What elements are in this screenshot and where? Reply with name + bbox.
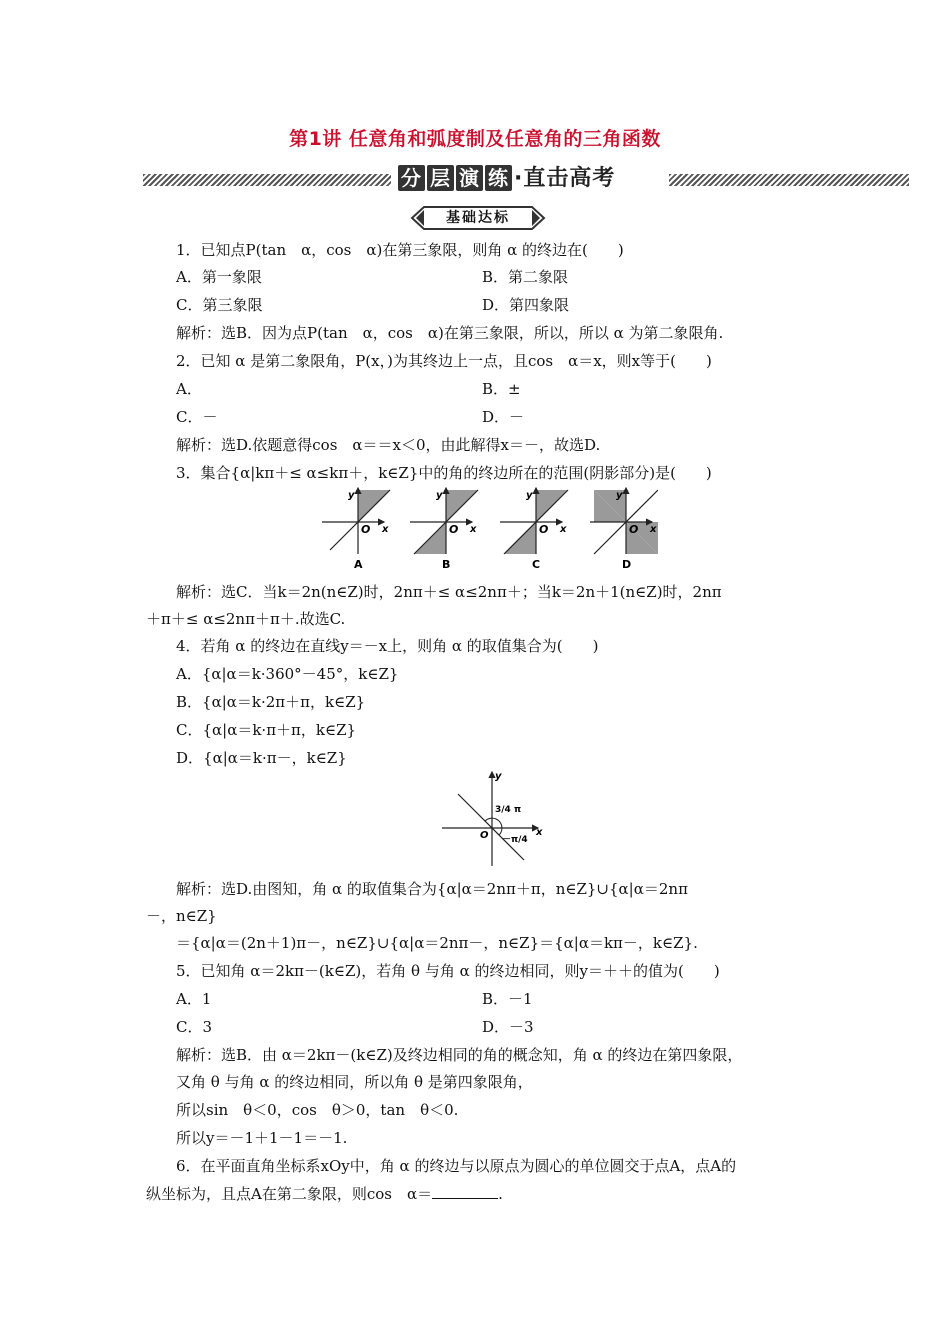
q4-x-label: x	[536, 827, 543, 838]
q2-option-c: C．－	[176, 408, 218, 426]
q4-origin: O	[480, 830, 489, 841]
q4-solution-1: 解析：选D.由图知，角 α 的取值集合为{α|α＝2nπ＋π，n∈Z}∪{α|α＝2nπ	[176, 880, 688, 898]
section-tag-label: 基础达标	[446, 210, 510, 226]
q3-label-a: A	[354, 558, 363, 571]
q4-option-a: A．{α|α＝k·360°－45°，k∈Z}	[176, 665, 399, 683]
q5-stem: 5．已知角 α＝2kπ－(k∈Z)，若角 θ 与角 α 的终边相同，则y＝＋＋的值为( )	[176, 962, 720, 980]
banner-box-3: 演	[456, 165, 483, 191]
q5-solution-4: 所以y＝－1＋1－1＝－1.	[176, 1129, 348, 1147]
q2-option-d: D．－	[482, 408, 525, 426]
q4-option-c: C．{α|α＝k·π＋π，k∈Z}	[176, 721, 357, 739]
q3-stem: 3．集合{α|kπ＋≤ α≤kπ＋，k∈Z}中的角的终边所在的范围(阴影部分)是( )	[176, 464, 712, 482]
banner-box-1: 分	[398, 165, 425, 191]
q3-figure-d	[590, 488, 658, 571]
q5-solution-2: 又角 θ 与角 α 的终边相同，所以角 θ 是第四象限角，	[176, 1073, 533, 1091]
q6-answer-blank[interactable]	[432, 1184, 498, 1199]
q3-label-c: C	[532, 558, 541, 571]
q5-option-a: A．1	[176, 990, 212, 1008]
q1-solution: 解析：选B．因为点P(tan α，cos α)在第三象限，所以，所以 α 为第二象限角.	[176, 324, 724, 342]
q3-d-origin: O	[629, 523, 639, 536]
q6-stem-2-end: .	[498, 1185, 503, 1203]
banner-title	[398, 162, 615, 196]
section-banner	[143, 162, 909, 196]
q3-b-y-label: y	[436, 490, 443, 501]
q4-option-d: D．{α|α＝k·π－，k∈Z}	[176, 749, 347, 767]
q3-a-y-label: y	[348, 490, 355, 501]
q3-b-x-label: x	[470, 524, 477, 535]
q3-c-origin: O	[539, 523, 549, 536]
q6-stem-1: 6．在平面直角坐标系xOy中，角 α 的终边与以原点为圆心的单位圆交于点A，点A的	[176, 1157, 737, 1175]
q4-angle-top-label: 3/4 π	[495, 805, 522, 815]
q4-solution-2: －，n∈Z}	[146, 907, 217, 925]
page-title: 第1讲 任意角和弧度制及任意角的三角函数	[289, 128, 661, 150]
q4-solution-3: ＝{α|α＝(2n＋1)π－，n∈Z}∪{α|α＝2nπ－，n∈Z}＝{α|α＝kπ－，k∈Z}.	[176, 934, 698, 952]
banner-box-2: 层	[427, 165, 454, 191]
q3-b-origin: O	[449, 523, 459, 536]
banner-hatch-right	[669, 174, 909, 186]
q3-figures	[318, 486, 658, 572]
q3-figure-a	[322, 488, 390, 571]
q1-option-c: C．第三象限	[176, 296, 263, 314]
q2-option-b: B．±	[482, 380, 521, 398]
banner-tail: ·直击高考	[514, 166, 616, 191]
q1-stem: 1．已知点P(tan α，cos α)在第三象限，则角 α 的终边在( )	[176, 241, 624, 259]
q6-stem-2-text: 纵坐标为，且点A在第二象限，则cos α＝	[146, 1185, 433, 1203]
banner-box-4: 练	[485, 165, 512, 191]
q4-angle-bottom-label: －π/4	[502, 835, 528, 845]
q1-option-d: D．第四象限	[482, 296, 570, 314]
q3-c-x-label: x	[560, 524, 567, 535]
q5-option-d: D．－3	[482, 1018, 534, 1036]
q5-solution-1: 解析：选B．由 α＝2kπ－(k∈Z)及终边相同的角的概念知，角 α 的终边在第四象限，	[176, 1046, 743, 1064]
q3-d-x-label: x	[650, 524, 657, 535]
q1-option-b: B．第二象限	[482, 268, 569, 286]
q4-option-b: B．{α|α＝k·2π＋π，k∈Z}	[176, 693, 366, 711]
q5-solution-3: 所以sin θ＜0，cos θ＞0，tan θ＜0.	[176, 1101, 459, 1119]
q2-solution: 解析：选D.依题意得cos α＝＝x＜0，由此解得x＝－，故选D.	[176, 436, 601, 454]
q3-label-d: D	[622, 558, 632, 571]
q3-figure-b	[410, 488, 478, 571]
q3-a-x-label: x	[382, 524, 389, 535]
q1-option-a: A．第一象限	[176, 268, 262, 286]
q4-stem: 4．若角 α 的终边在直线y＝－x上，则角 α 的取值集合为( )	[176, 637, 599, 655]
q3-figure-c	[500, 488, 568, 571]
q4-figure	[440, 770, 550, 868]
q3-solution-1: 解析：选C．当k＝2n(n∈Z)时，2nπ＋≤ α≤2nπ＋；当k＝2n＋1(n∈Z)时，2nπ	[176, 583, 722, 601]
q3-c-y-label: y	[526, 490, 533, 501]
q4-y-label: y	[495, 771, 502, 782]
q5-option-b: B．－1	[482, 990, 533, 1008]
q2-stem: 2．已知 α 是第二象限角，P(x，)为其终边上一点，且cos α＝x，则x等于( )	[176, 352, 712, 370]
section-tag	[410, 205, 546, 231]
banner-hatch-left	[143, 174, 391, 186]
q2-option-a: A．	[176, 380, 202, 398]
q3-a-origin: O	[361, 523, 371, 536]
q5-option-c: C．3	[176, 1018, 213, 1036]
q6-stem-2	[146, 1184, 503, 1204]
q3-label-b: B	[442, 558, 451, 571]
q3-solution-2: ＋π＋≤ α≤2nπ＋π＋.故选C.	[146, 610, 346, 628]
q3-d-y-label: y	[616, 490, 623, 501]
